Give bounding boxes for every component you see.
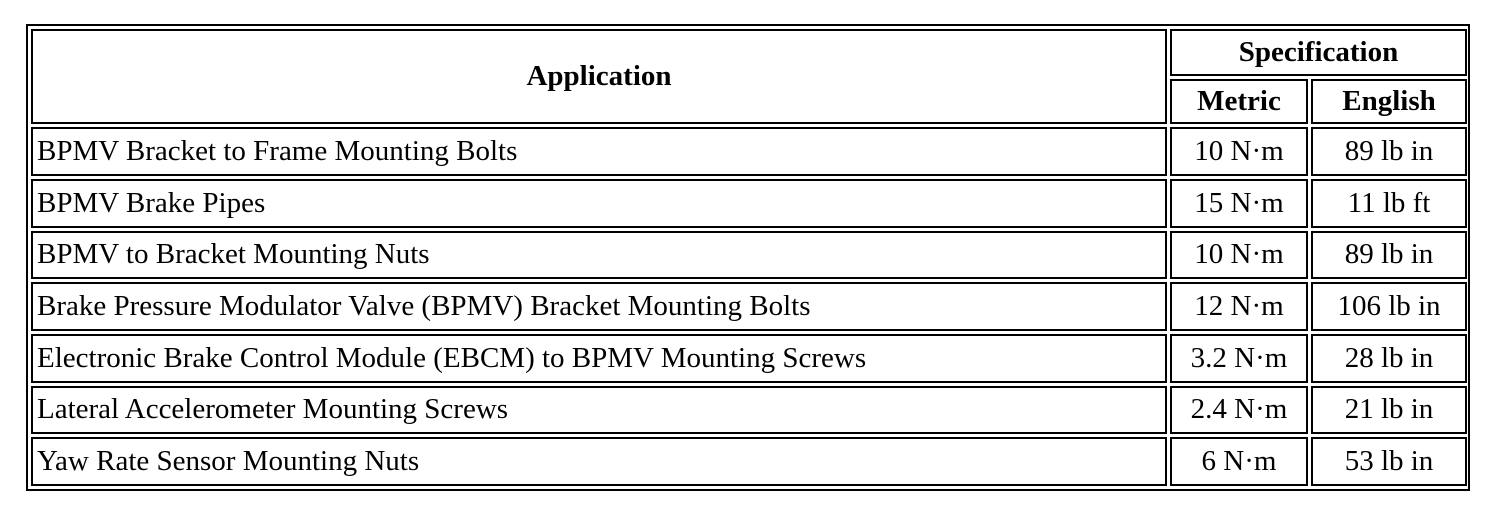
header-application: Application — [31, 29, 1167, 124]
table-row — [31, 231, 1467, 280]
table-row — [31, 179, 1467, 228]
cell-english: 21 lb in — [1311, 386, 1467, 435]
cell-english: 11 lb ft — [1311, 179, 1467, 228]
cell-application: Brake Pressure Modulator Valve (BPMV) Bracket Mounting Bolts — [31, 282, 1167, 331]
cell-english: 89 lb in — [1311, 127, 1467, 176]
cell-metric: 3.2 N·m — [1170, 334, 1308, 383]
cell-metric: 6 N·m — [1170, 437, 1308, 486]
cell-application: BPMV Bracket to Frame Mounting Bolts — [31, 127, 1167, 176]
header-english: English — [1311, 79, 1467, 125]
table-row — [31, 437, 1467, 486]
table-row — [31, 127, 1467, 176]
table-row — [31, 282, 1467, 331]
cell-application: Lateral Accelerometer Mounting Screws — [31, 386, 1167, 435]
table-row — [31, 334, 1467, 383]
spec-table-grid — [28, 26, 1470, 489]
header-row-top — [31, 29, 1467, 76]
cell-application: BPMV Brake Pipes — [31, 179, 1167, 228]
cell-metric: 15 N·m — [1170, 179, 1308, 228]
cell-english: 106 lb in — [1311, 282, 1467, 331]
cell-english: 28 lb in — [1311, 334, 1467, 383]
cell-metric: 10 N·m — [1170, 127, 1308, 176]
cell-application: Yaw Rate Sensor Mounting Nuts — [31, 437, 1167, 486]
cell-metric: 12 N·m — [1170, 282, 1308, 331]
header-metric: Metric — [1170, 79, 1308, 125]
table-row — [31, 386, 1467, 435]
cell-english: 53 lb in — [1311, 437, 1467, 486]
cell-application: Electronic Brake Control Module (EBCM) to BPMV Mounting Screws — [31, 334, 1167, 383]
cell-english: 89 lb in — [1311, 231, 1467, 280]
cell-metric: 2.4 N·m — [1170, 386, 1308, 435]
cell-application: BPMV to Bracket Mounting Nuts — [31, 231, 1167, 280]
cell-metric: 10 N·m — [1170, 231, 1308, 280]
header-specification: Specification — [1170, 29, 1467, 76]
fastener-spec-table — [26, 24, 1470, 491]
